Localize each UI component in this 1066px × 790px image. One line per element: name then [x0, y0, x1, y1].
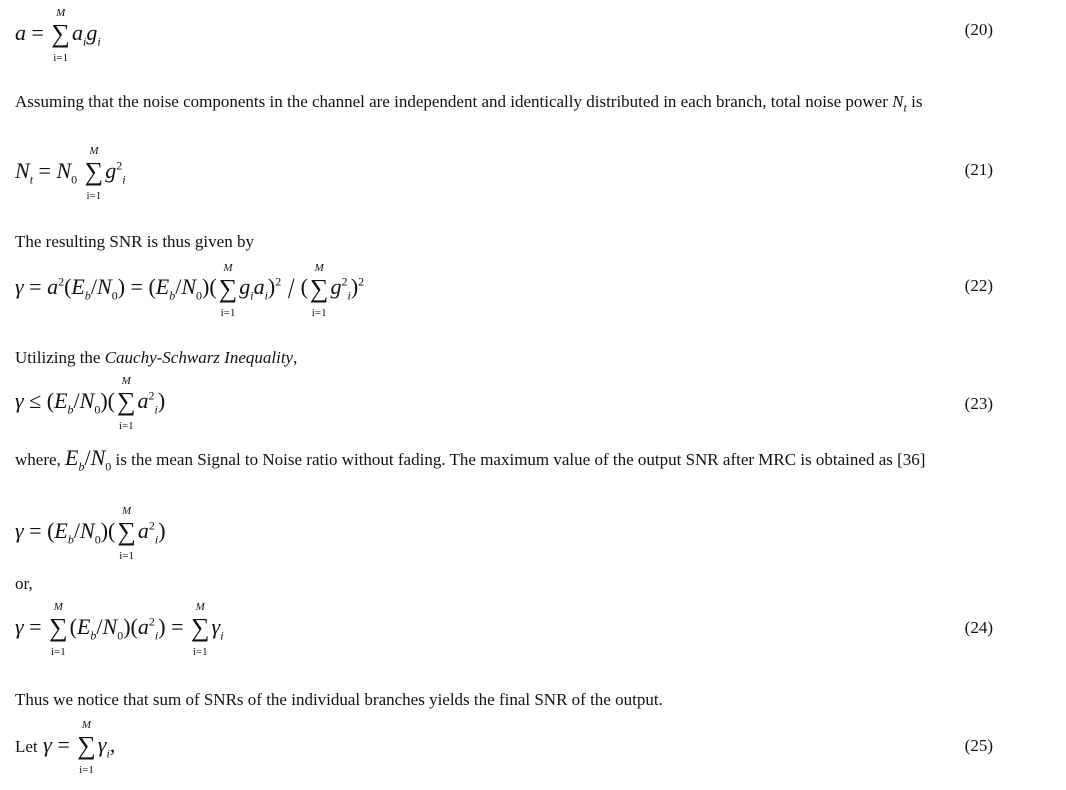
equation-20 — [15, 7, 993, 65]
equation-number: (21) — [964, 160, 993, 179]
equation-number: (23) — [964, 394, 993, 413]
paragraph-mean-snr: where, $E_b/N_0$ is the mean Signal to Noise ratio without fading. The maximum value of the output SNR after MRC is obtained as [36] — [15, 445, 926, 474]
summation: M ∑ i=1 — [51, 7, 70, 65]
equation-22 — [15, 258, 993, 320]
summation: M ∑ i=1 — [117, 375, 136, 433]
summation: M ∑ i=1 — [218, 261, 238, 319]
equation-unnumbered-body: $\gamma = (E_b/N_0)$( M ∑ i=1 $a^2_i$) — [15, 505, 166, 563]
equation-21 — [15, 144, 993, 203]
equation-20-body: a = M ∑ i=1 $a_ig_i$ — [15, 7, 101, 65]
equation-25 — [15, 716, 993, 776]
paragraph-resulting-snr: The resulting SNR is thus given by — [15, 232, 254, 251]
paragraph-or: or, — [15, 574, 33, 593]
equation-21-body: $N_t = N_0$ M ∑ i=1 $g^2_i$ — [15, 145, 126, 203]
equation-number: (24) — [964, 618, 993, 637]
equation-unnumbered — [15, 502, 993, 564]
equation-23-body: $\gamma \le (E_b/N_0)$( M ∑ i=1 $a^2_i$) — [15, 375, 166, 433]
equation-number: (25) — [964, 736, 993, 755]
summation: M ∑ i=1 — [49, 601, 68, 659]
equation-24 — [15, 598, 993, 660]
equation-23 — [15, 372, 993, 432]
paragraph-cauchy-schwarz: Utilizing the Cauchy-Schwarz Inequality, — [15, 348, 298, 367]
summation: M ∑ i=1 — [190, 601, 210, 659]
summation: M ∑ i=1 — [77, 719, 96, 777]
equation-25-body: Let γ = M ∑ i=1 $\gamma_i$, — [15, 719, 116, 777]
summation: M ∑ i=1 — [117, 505, 136, 563]
equation-number: (20) — [964, 20, 993, 39]
paragraph-noise-power: Assuming that the noise components in the channel are independent and identically distributed in each branch, total noise power $N_t$ is — [15, 92, 923, 115]
equation-22-body: $\gamma = a^2(E_b/N_0) = (E_b/N_0)$( M ∑ i=1 $g_ia_i)^2$ / ( M ∑ i=1 $g^2_i)^2$ — [15, 261, 365, 319]
paragraph-sum-of-snrs: Thus we notice that sum of SNRs of the individual branches yields the final SNR of the output. — [15, 690, 663, 709]
equation-24-body: γ = M ∑ i=1 $(E_b/N_0)(a^2_i)$ = M ∑ i=1 $\gamma_i$ — [15, 601, 224, 659]
equation-number: (22) — [964, 276, 993, 295]
summation: M ∑ i=1 — [84, 145, 104, 203]
summation: M ∑ i=1 — [309, 261, 329, 319]
